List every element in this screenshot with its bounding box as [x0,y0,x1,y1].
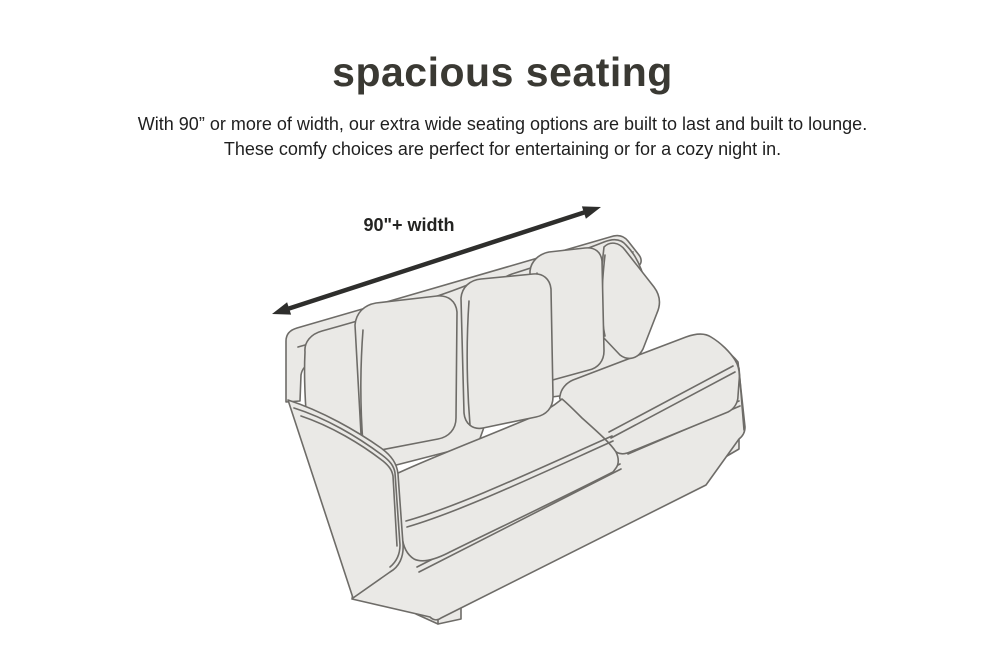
sofa-pillow-2 [461,274,553,428]
subtitle-line-1: With 90” or more of width, our extra wide seating options are built to last and built to lounge. [137,114,868,134]
arrowhead-left [272,302,291,314]
subtitle-line-2: These comfy choices are perfect for entertaining or for a cozy night in. [223,139,782,159]
page-title: spacious seating [332,49,673,95]
sofa-pillow-1 [355,296,457,450]
sofa-drawing [286,236,745,624]
arrowhead-right [582,206,601,218]
dimension-label: 90"+ width [363,215,455,235]
